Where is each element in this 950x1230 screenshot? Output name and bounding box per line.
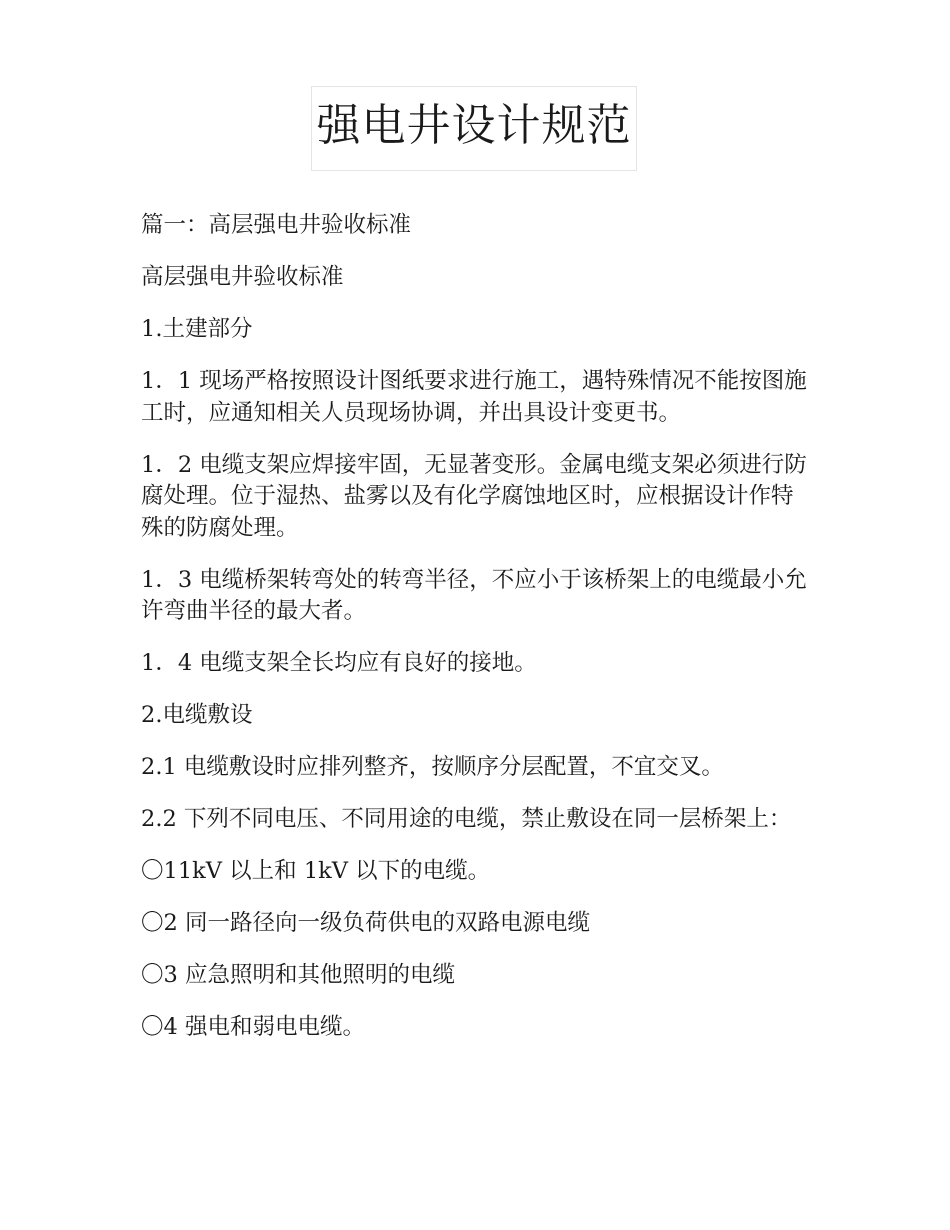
list-item-1: 〇11kV 以上和 1kV 以下的电缆。	[141, 858, 491, 884]
section-title-cable-laying: 2.电缆敷设	[141, 702, 253, 728]
title-box	[311, 86, 637, 171]
document-body	[141, 210, 813, 1064]
section-heading: 篇一：高层强电井验收标准	[141, 212, 412, 238]
paragraph-1-2: 1．2 电缆支架应焊接牢固，无显著变形。金属电缆支架必须进行防腐处理。位于湿热、盐雾以及有化学腐蚀地区时，应根据设计作特殊的防腐处理。	[141, 451, 807, 541]
paragraph-2-2: 2.2 下列不同电压、不同用途的电缆，禁止敷设在同一层桥架上：	[141, 806, 792, 832]
paragraph-2-1: 2.1 电缆敷设时应排列整齐，按顺序分层配置，不宜交叉。	[141, 754, 724, 780]
list-item-2: 〇2 同一路径向一级负荷供电的双路电源电缆	[141, 910, 590, 936]
subheading: 高层强电井验收标准	[141, 264, 344, 290]
list-item-4: 〇4 强电和弱电电缆。	[141, 1014, 365, 1040]
paragraph-1-4: 1．4 电缆支架全长均应有良好的接地。	[141, 650, 537, 676]
paragraph-1-1: 1．1 现场严格按照设计图纸要求进行施工，遇特殊情况不能按图施工时，应通知相关人员现场协调，并出具设计变更书。	[141, 368, 807, 426]
section-title-civil: 1.土建部分	[141, 316, 253, 342]
list-item-3: 〇3 应急照明和其他照明的电缆	[141, 962, 455, 988]
paragraph-1-3: 1．3 电缆桥架转弯处的转弯半径，不应小于该桥架上的电缆最小允许弯曲半径的最大者。	[141, 566, 807, 624]
document-title: 强电井设计规范	[316, 99, 632, 151]
